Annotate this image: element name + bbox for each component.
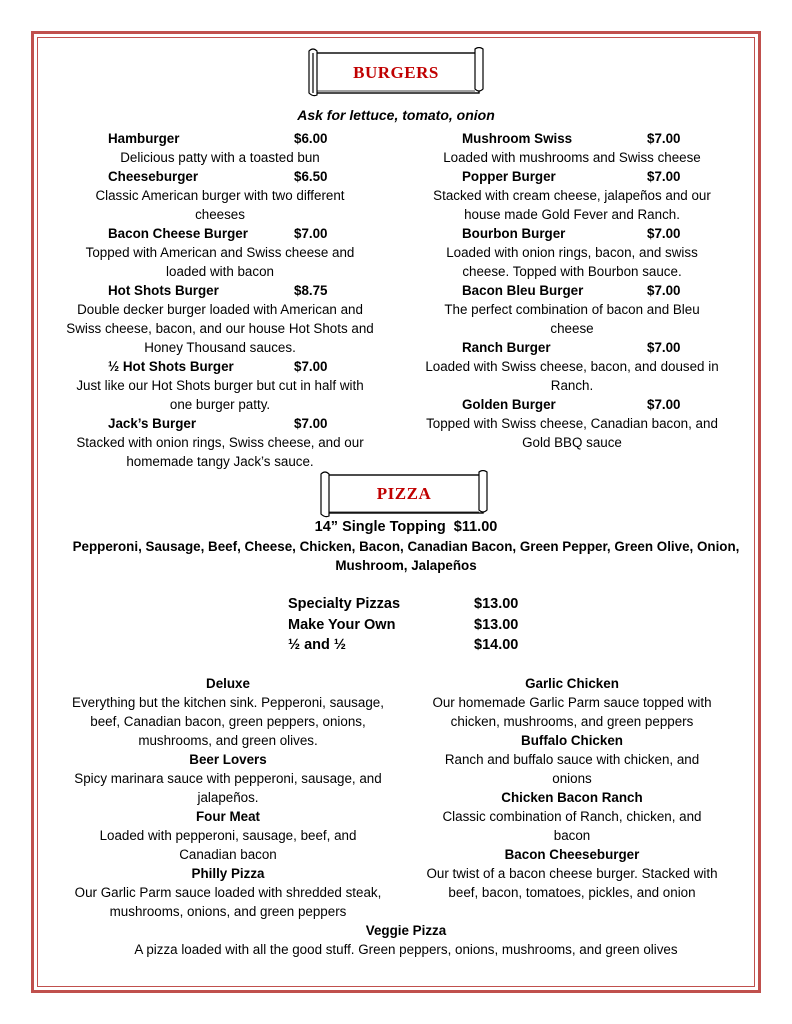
pizza-item <box>420 845 724 902</box>
pizza-price-value: $14.00 <box>474 637 519 653</box>
pizza-item-veggie <box>60 921 752 959</box>
burger-item <box>414 167 730 224</box>
burger-item <box>414 281 730 338</box>
burger-name: Cheeseburger <box>108 169 199 184</box>
burger-item <box>62 224 378 281</box>
pizza-desc: Our Garlic Parm sauce loaded with shredded steak, mushrooms, onions, and green peppers <box>74 885 382 919</box>
pizza-price-row <box>288 635 519 655</box>
pizza-price-name: ½ and ½ <box>288 637 347 653</box>
burger-price: $7.00 <box>647 283 681 298</box>
pizza-name: Bacon Cheeseburger <box>504 847 640 862</box>
burger-name: Hot Shots Burger <box>108 283 219 298</box>
burger-name: Jack’s Burger <box>108 416 197 431</box>
burger-item <box>414 395 730 452</box>
pizza-price-value: $13.00 <box>474 617 519 633</box>
burger-price: $8.75 <box>294 283 328 298</box>
burger-price: $7.00 <box>647 131 681 146</box>
burger-price: $7.00 <box>647 226 681 241</box>
burger-desc: Loaded with onion rings, bacon, and swiss cheese. Topped with Bourbon sauce. <box>446 245 698 279</box>
pizza-name: Garlic Chicken <box>525 676 619 691</box>
pizza-desc: A pizza loaded with all the good stuff. Green peppers, onions, mushrooms, and green olives <box>134 942 678 957</box>
burgers-left-column <box>62 129 378 471</box>
burger-item <box>62 414 378 471</box>
pizza-toppings-list: Pepperoni, Sausage, Beef, Cheese, Chicken, Bacon, Canadian Bacon, Green Pepper, Green Olive, Onion, Mushroom, Jalapeños <box>72 539 740 573</box>
burger-item <box>414 338 730 395</box>
burger-price: $7.00 <box>647 397 681 412</box>
pizza-item <box>62 807 394 864</box>
pizza-desc: Our twist of a bacon cheese burger. Stacked with beef, bacon, tomatoes, pickles, and onion <box>426 866 718 900</box>
burger-name: Ranch Burger <box>462 340 551 355</box>
pizza-name: Veggie Pizza <box>365 923 447 938</box>
burger-desc: Just like our Hot Shots burger but cut in half with one burger patty. <box>76 378 364 412</box>
pizza-title: PIZZA <box>376 484 432 503</box>
burger-name: ½ Hot Shots Burger <box>108 359 234 374</box>
burger-name: Hamburger <box>108 131 180 146</box>
burger-price: $7.00 <box>294 416 328 431</box>
burger-name: Popper Burger <box>462 169 556 184</box>
burger-desc: Topped with Swiss cheese, Canadian bacon, and Gold BBQ sauce <box>426 416 718 450</box>
burger-desc: Loaded with mushrooms and Swiss cheese <box>443 150 701 165</box>
burger-item <box>62 129 378 167</box>
burger-price: $7.00 <box>294 359 328 374</box>
pizza-banner <box>319 470 489 518</box>
pizza-item <box>62 864 394 921</box>
burger-item <box>414 129 730 167</box>
burger-price: $7.00 <box>647 169 681 184</box>
pizza-item <box>420 788 724 845</box>
pizza-left-column <box>62 674 394 921</box>
pizza-price-name: Specialty Pizzas <box>288 596 401 612</box>
pizza-name: Buffalo Chicken <box>521 733 623 748</box>
pizza-desc: Classic combination of Ranch, chicken, and bacon <box>442 809 702 843</box>
pizza-price-name: Make Your Own <box>288 617 396 633</box>
burger-name: Bourbon Burger <box>462 226 566 241</box>
burger-price: $7.00 <box>647 340 681 355</box>
burger-desc: Stacked with onion rings, Swiss cheese, and our homemade tangy Jack’s sauce. <box>76 435 364 469</box>
burger-item <box>414 224 730 281</box>
burger-desc: Topped with American and Swiss cheese and loaded with bacon <box>85 245 355 279</box>
pizza-name: Philly Pizza <box>191 866 265 881</box>
burger-name: Mushroom Swiss <box>462 131 573 146</box>
burgers-title: BURGERS <box>353 63 439 82</box>
burgers-banner <box>307 47 485 97</box>
burger-desc: Stacked with cream cheese, jalapeños and our house made Gold Fever and Ranch. <box>433 188 711 222</box>
pizza-name: Beer Lovers <box>189 752 267 767</box>
pizza-item <box>62 750 394 807</box>
pizza-desc: Our homemade Garlic Parm sauce topped with chicken, mushrooms, and green peppers <box>432 695 712 729</box>
pizza-price-row <box>288 594 519 614</box>
burger-name: Golden Burger <box>462 397 556 412</box>
pizza-price-row <box>288 615 519 635</box>
pizza-name: Chicken Bacon Ranch <box>501 790 643 805</box>
pizza-item <box>62 674 394 750</box>
pizza-name: Deluxe <box>206 676 250 691</box>
burger-desc: Classic American burger with two different cheeses <box>95 188 345 222</box>
burger-item <box>62 281 378 357</box>
burger-item <box>62 357 378 414</box>
pizza-desc: Spicy marinara sauce with pepperoni, sausage, and jalapeños. <box>74 771 382 805</box>
burger-price: $6.50 <box>294 169 328 184</box>
burgers-note: Ask for lettuce, tomato, onion <box>297 107 495 123</box>
burger-desc: The perfect combination of bacon and Bleu cheese <box>444 302 700 336</box>
pizza-desc: Ranch and buffalo sauce with chicken, and onions <box>444 752 700 786</box>
burgers-right-column <box>414 129 730 452</box>
burger-name: Bacon Bleu Burger <box>462 283 584 298</box>
single-topping-price: 14” Single Topping $11.00 <box>314 519 498 535</box>
burger-item <box>62 167 378 224</box>
pizza-right-column <box>420 674 724 902</box>
pizza-desc: Loaded with pepperoni, sausage, beef, and Canadian bacon <box>99 828 357 862</box>
pizza-price-value: $13.00 <box>474 596 519 612</box>
pizza-item <box>420 731 724 788</box>
burger-desc: Double decker burger loaded with American and Swiss cheese, bacon, and our house Hot Shots and Honey Thousand sauces. <box>66 302 374 355</box>
pizza-name: Four Meat <box>196 809 260 824</box>
burger-price: $6.00 <box>294 131 328 146</box>
pizza-desc: Everything but the kitchen sink. Pepperoni, sausage, beef, Canadian bacon, green peppers, onions, mushrooms, and green olives. <box>72 695 384 748</box>
burger-price: $7.00 <box>294 226 328 241</box>
burger-desc: Delicious patty with a toasted bun <box>120 150 320 165</box>
burger-name: Bacon Cheese Burger <box>108 226 248 241</box>
burger-desc: Loaded with Swiss cheese, bacon, and doused in Ranch. <box>425 359 719 393</box>
pizza-item <box>420 674 724 731</box>
